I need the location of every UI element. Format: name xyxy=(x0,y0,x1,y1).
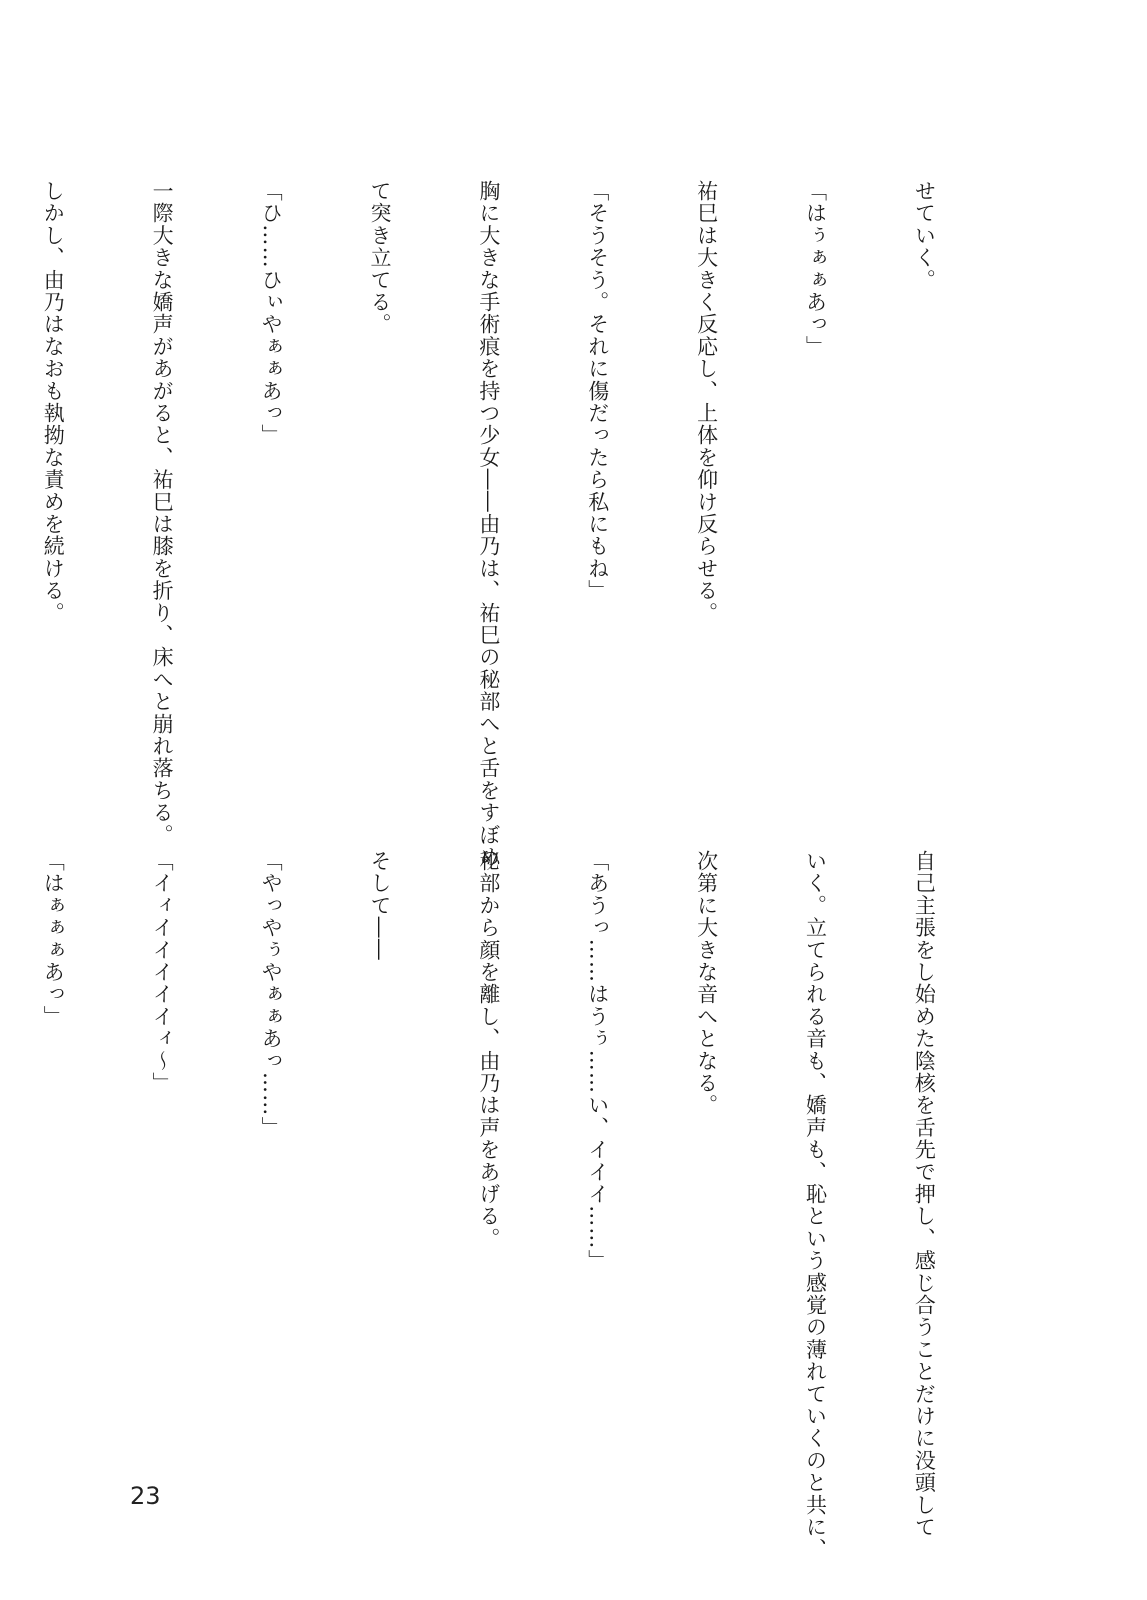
text-line: せていく。 xyxy=(912,180,937,291)
text-line: 「イィイイイイイィ～」 xyxy=(150,850,175,1095)
text-line: て突き立てる。 xyxy=(367,180,392,336)
text-line: 「はぅぁぁあっ」 xyxy=(803,180,828,358)
text-block-upper xyxy=(41,180,1015,869)
text-line: しかし、由乃はなおも執拗な責めを続ける。 xyxy=(41,180,66,624)
text-line: 胸に大きな手術痕を持つ少女――由乃は、祐巳の秘部へと舌をすぼめ xyxy=(476,180,501,869)
text-line: 次第に大きな音へとなる。 xyxy=(694,850,719,1117)
text-line: 「はぁぁぁあっ」 xyxy=(41,850,66,1028)
text-line: 「あうっ……はうぅ……い、イイイ……」 xyxy=(585,850,610,1272)
text-line: 祐巳は大きく反応し、上体を仰け反らせる。 xyxy=(694,180,719,624)
text-line: そして―― xyxy=(367,850,392,961)
text-line: 一際大きな嬌声があがると、祐巳は膝を折り、床へと崩れ落ちる。 xyxy=(150,180,175,846)
text-line: いく。立てられる音も、嬌声も、恥という感覚の薄れていくのと共に、 xyxy=(803,850,828,1561)
page-number: 23 xyxy=(130,1482,161,1510)
text-line: 「やっやぅやぁぁあっ……」 xyxy=(259,850,284,1139)
text-line: 「ひ……ひぃやぁぁあっ」 xyxy=(259,180,284,447)
text-line: 秘部から顔を離し、由乃は声をあげる。 xyxy=(476,850,501,1250)
text-line: 自己主張をし始めた陰核を舌先で押し、感じ合うことだけに没頭して xyxy=(912,850,937,1539)
text-line: 「そうそう。それに傷だったら私にもね」 xyxy=(585,180,610,602)
